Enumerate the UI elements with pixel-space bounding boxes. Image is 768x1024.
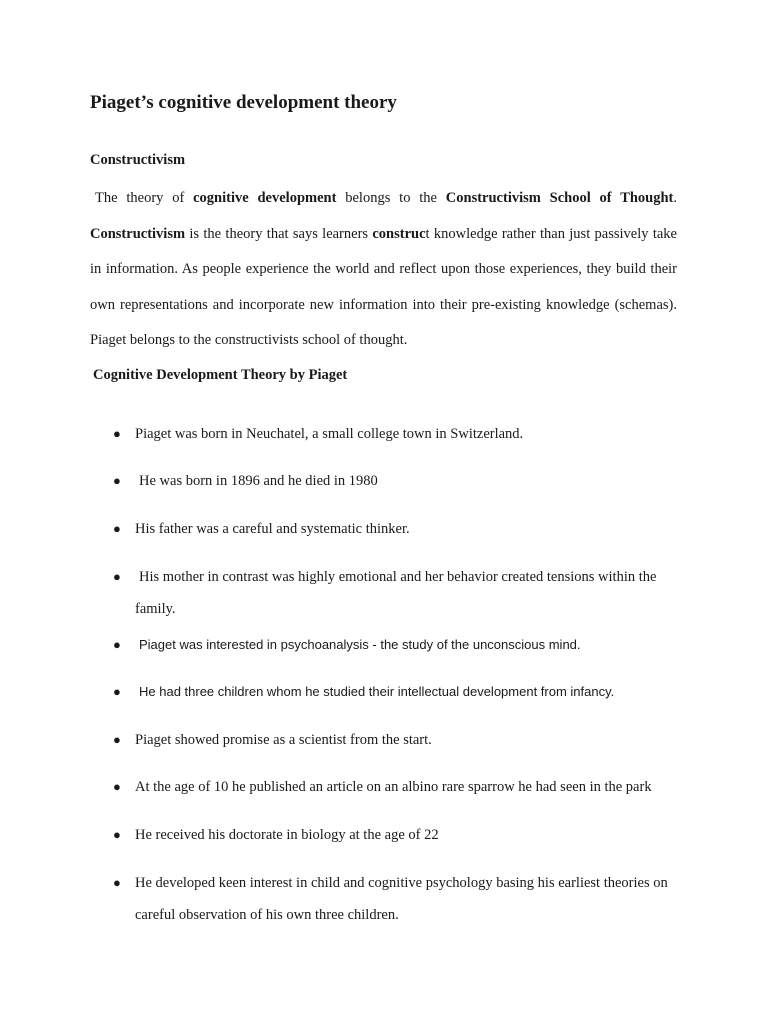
list-item-text: His mother in contrast was highly emotional and her behavior created tensions within the family. [135,569,657,617]
list-item-text: He received his doctorate in biology at the age of 22 [135,827,439,843]
list-item-text: At the age of 10 he published an article on an albino rare sparrow he had seen in the park [135,779,652,795]
list-item-text: He had three children whom he studied their intellectual development from infancy. [139,684,615,699]
bullet-icon: ● [113,426,121,441]
list-item-text: He was born in 1896 and he died in 1980 [139,473,378,489]
document-title: Piaget’s cognitive development theory [90,92,397,113]
para-text: . [673,190,678,206]
para-text: The theory of [95,190,194,206]
bullet-icon: ● [113,637,121,652]
list-item-text: Piaget showed promise as a scientist from the start. [135,732,432,748]
para-bold: Constructivism School of Thought [445,190,674,206]
para-text: belongs to the [336,190,446,206]
bullet-icon: ● [113,569,121,584]
bullet-icon: ● [113,875,121,890]
bullet-icon: ● [113,684,121,699]
bullet-icon: ● [113,473,121,488]
bullet-icon: ● [113,827,121,842]
para-bold: Constructivism [90,225,186,242]
list-item-text: Piaget was interested in psychoanalysis - the study of the unconscious mind. [139,637,581,652]
bullet-icon: ● [113,779,121,794]
para-text: t knowledge rather than just passively take in information. As people experience the world and reflect upon those experiences, they build their own representations and incorporate new information into their pre-existing knowledge (schemas). Piaget belongs to the constructivists school of thought. [90,225,677,349]
list-item-text: He developed keen interest in child and cognitive psychology basing his earliest theories on careful observation of his own three children. [135,875,668,923]
para-bold: construc [372,225,426,242]
bullet-icon: ● [113,521,121,536]
para-bold: cognitive development [193,190,337,206]
heading-constructivism: Constructivism [90,152,186,168]
constructivism-paragraph [90,181,677,359]
para-text: is the theory that says learners [185,225,373,242]
bullet-icon: ● [113,732,121,747]
heading-cognitive-theory: Cognitive Development Theory by Piaget [93,367,348,383]
list-item-text: His father was a careful and systematic thinker. [135,521,410,537]
list-item-text: Piaget was born in Neuchatel, a small college town in Switzerland. [135,426,524,442]
